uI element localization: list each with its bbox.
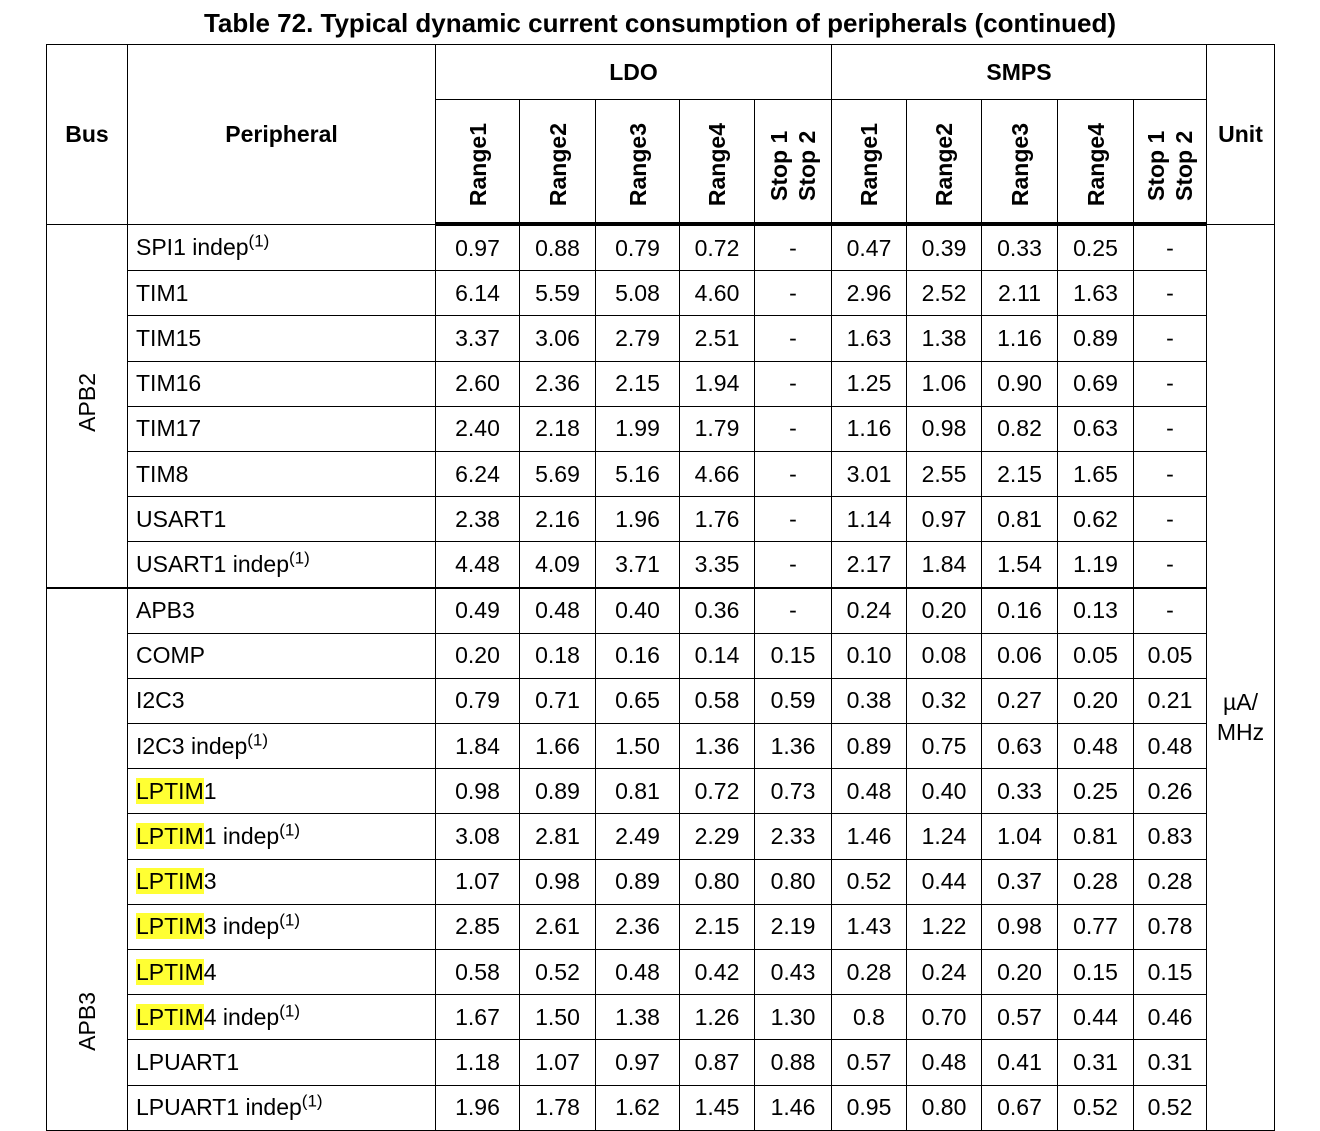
- value-cell: 1.30: [755, 995, 832, 1040]
- value-cell: 1.06: [907, 361, 982, 406]
- value-cell: 0.36: [680, 588, 755, 634]
- value-cell: 2.85: [436, 904, 520, 949]
- table-row: [47, 361, 1275, 406]
- value-cell: 0.15: [1058, 950, 1134, 995]
- value-cell: 3.01: [832, 451, 907, 496]
- value-cell: 1.14: [832, 497, 907, 542]
- peripheral-cell: USART1 indep$^{(1)}$: [128, 542, 436, 588]
- value-cell: 1.96: [436, 1085, 520, 1130]
- value-cell: 5.59: [520, 271, 596, 316]
- value-cell: 1.07: [436, 859, 520, 904]
- peripheral-cell: USART1: [128, 497, 436, 542]
- table-row: [47, 588, 1275, 634]
- table-row: [47, 316, 1275, 361]
- value-cell: 0.16: [596, 633, 680, 678]
- value-cell: 0.16: [982, 588, 1058, 634]
- value-cell: 0.10: [832, 633, 907, 678]
- ldo-range3-header: Range3: [596, 100, 680, 225]
- value-cell: 0.57: [982, 995, 1058, 1040]
- value-cell: -: [755, 542, 832, 588]
- value-cell: 1.38: [596, 995, 680, 1040]
- value-cell: 2.38: [436, 497, 520, 542]
- table-row: [47, 224, 1275, 271]
- value-cell: 1.96: [596, 497, 680, 542]
- value-cell: 0.90: [982, 361, 1058, 406]
- value-cell: 0.89: [1058, 316, 1134, 361]
- table-row: [47, 769, 1275, 814]
- value-cell: 0.63: [1058, 406, 1134, 451]
- table-row: [47, 724, 1275, 769]
- value-cell: 0.52: [1134, 1085, 1207, 1130]
- value-cell: 1.04: [982, 814, 1058, 859]
- smps-range1-header: Range1: [832, 100, 907, 225]
- value-cell: 0.81: [596, 769, 680, 814]
- value-cell: 1.16: [982, 316, 1058, 361]
- value-cell: 1.76: [680, 497, 755, 542]
- bus-header: Bus: [47, 45, 128, 225]
- peripheral-cell: I2C3: [128, 678, 436, 723]
- highlighted-text: LPTIM: [136, 868, 204, 895]
- highlighted-text: LPTIM: [136, 777, 204, 804]
- value-cell: 0.80: [755, 859, 832, 904]
- value-cell: 0.28: [832, 950, 907, 995]
- value-cell: 2.40: [436, 406, 520, 451]
- footnote-marker: (1): [279, 820, 300, 840]
- value-cell: 0.97: [596, 1040, 680, 1085]
- value-cell: 0.8: [832, 995, 907, 1040]
- value-cell: 0.75: [907, 724, 982, 769]
- table-row: [47, 678, 1275, 723]
- ldo-range2-header: Range2: [520, 100, 596, 225]
- value-cell: 0.24: [832, 588, 907, 634]
- value-cell: 0.82: [982, 406, 1058, 451]
- value-cell: 0.95: [832, 1085, 907, 1130]
- value-cell: 1.19: [1058, 542, 1134, 588]
- footnote-marker: (1): [248, 231, 270, 251]
- value-cell: 0.98: [907, 406, 982, 451]
- table-row: [47, 633, 1275, 678]
- value-cell: 0.72: [680, 224, 755, 271]
- value-cell: 3.08: [436, 814, 520, 859]
- table-row: [47, 406, 1275, 451]
- value-cell: 1.46: [832, 814, 907, 859]
- value-cell: 2.36: [520, 361, 596, 406]
- smps-range3-header: Range3: [982, 100, 1058, 225]
- value-cell: 0.46: [1134, 995, 1207, 1040]
- value-cell: 2.29: [680, 814, 755, 859]
- value-cell: 0.49: [436, 588, 520, 634]
- value-cell: 1.63: [1058, 271, 1134, 316]
- value-cell: 0.40: [596, 588, 680, 634]
- value-cell: 5.08: [596, 271, 680, 316]
- peripheral-cell: SPI1 indep$^{(1)}$: [128, 224, 436, 271]
- value-cell: 0.38: [832, 678, 907, 723]
- value-cell: 1.66: [520, 724, 596, 769]
- value-cell: -: [1134, 497, 1207, 542]
- value-cell: 0.52: [832, 859, 907, 904]
- value-cell: 0.89: [520, 769, 596, 814]
- value-cell: 0.31: [1058, 1040, 1134, 1085]
- highlighted-text: LPTIM: [136, 958, 204, 985]
- value-cell: -: [1134, 542, 1207, 588]
- value-cell: 1.62: [596, 1085, 680, 1130]
- peripheral-cell: TIM1: [128, 271, 436, 316]
- value-cell: 1.84: [436, 724, 520, 769]
- value-cell: 0.06: [982, 633, 1058, 678]
- bus-label: APB2: [73, 373, 100, 432]
- value-cell: 0.13: [1058, 588, 1134, 634]
- peripheral-cell: LPTIM1 indep$^{(1)}$: [128, 814, 436, 859]
- value-cell: 2.49: [596, 814, 680, 859]
- value-cell: 0.48: [1058, 724, 1134, 769]
- value-cell: 0.31: [1134, 1040, 1207, 1085]
- footnote-marker: (1): [279, 1001, 300, 1021]
- value-cell: -: [755, 224, 832, 271]
- value-cell: 2.51: [680, 316, 755, 361]
- highlighted-text: LPTIM: [136, 913, 204, 940]
- value-cell: 0.43: [755, 950, 832, 995]
- value-cell: 2.15: [596, 361, 680, 406]
- table-row: [47, 904, 1275, 949]
- value-cell: 5.16: [596, 451, 680, 496]
- peripheral-cell: APB3: [128, 588, 436, 634]
- value-cell: 1.26: [680, 995, 755, 1040]
- value-cell: 0.58: [436, 950, 520, 995]
- peripheral-cell: TIM16: [128, 361, 436, 406]
- value-cell: 0.20: [907, 588, 982, 634]
- value-cell: 0.32: [907, 678, 982, 723]
- smps-header: SMPS: [832, 45, 1207, 100]
- ldo-header: LDO: [436, 45, 832, 100]
- value-cell: 0.15: [1134, 950, 1207, 995]
- peripheral-cell: LPTIM1: [128, 769, 436, 814]
- smps-range4-header: Range4: [1058, 100, 1134, 225]
- value-cell: 0.88: [755, 1040, 832, 1085]
- value-cell: 0.80: [680, 859, 755, 904]
- value-cell: 1.99: [596, 406, 680, 451]
- value-cell: 3.71: [596, 542, 680, 588]
- value-cell: 3.06: [520, 316, 596, 361]
- value-cell: -: [1134, 588, 1207, 634]
- value-cell: -: [755, 316, 832, 361]
- value-cell: -: [755, 406, 832, 451]
- value-cell: 0.48: [832, 769, 907, 814]
- value-cell: 1.94: [680, 361, 755, 406]
- value-cell: 5.69: [520, 451, 596, 496]
- value-cell: 1.46: [755, 1085, 832, 1130]
- peripheral-cell: LPTIM4 indep$^{(1)}$: [128, 995, 436, 1040]
- table-row: [47, 814, 1275, 859]
- value-cell: 1.50: [520, 995, 596, 1040]
- value-cell: -: [1134, 316, 1207, 361]
- value-cell: 0.44: [1058, 995, 1134, 1040]
- value-cell: 1.18: [436, 1040, 520, 1085]
- value-cell: 0.77: [1058, 904, 1134, 949]
- smps-stop-header: Stop 1 Stop 2: [1134, 100, 1207, 225]
- value-cell: 0.65: [596, 678, 680, 723]
- value-cell: 0.89: [596, 859, 680, 904]
- value-cell: 0.48: [596, 950, 680, 995]
- value-cell: 4.48: [436, 542, 520, 588]
- value-cell: 1.07: [520, 1040, 596, 1085]
- value-cell: 0.08: [907, 633, 982, 678]
- value-cell: -: [755, 497, 832, 542]
- value-cell: 1.79: [680, 406, 755, 451]
- value-cell: 0.97: [436, 224, 520, 271]
- value-cell: 1.43: [832, 904, 907, 949]
- table-row: [47, 995, 1275, 1040]
- value-cell: 1.63: [832, 316, 907, 361]
- value-cell: 0.87: [680, 1040, 755, 1085]
- value-cell: 1.78: [520, 1085, 596, 1130]
- value-cell: 0.25: [1058, 769, 1134, 814]
- value-cell: 0.79: [596, 224, 680, 271]
- bus-label: APB3: [73, 991, 100, 1051]
- value-cell: 0.15: [755, 633, 832, 678]
- value-cell: 0.24: [907, 950, 982, 995]
- value-cell: 2.79: [596, 316, 680, 361]
- smps-range2-header: Range2: [907, 100, 982, 225]
- value-cell: 0.48: [520, 588, 596, 634]
- highlighted-text: LPTIM: [136, 823, 204, 850]
- table-row: [47, 497, 1275, 542]
- unit-header: Unit: [1207, 45, 1275, 225]
- value-cell: 1.22: [907, 904, 982, 949]
- value-cell: 2.61: [520, 904, 596, 949]
- value-cell: 2.17: [832, 542, 907, 588]
- value-cell: 0.62: [1058, 497, 1134, 542]
- value-cell: -: [755, 271, 832, 316]
- value-cell: 2.81: [520, 814, 596, 859]
- value-cell: 1.24: [907, 814, 982, 859]
- table-row: [47, 271, 1275, 316]
- value-cell: 0.21: [1134, 678, 1207, 723]
- value-cell: 0.98: [982, 904, 1058, 949]
- value-cell: 2.16: [520, 497, 596, 542]
- value-cell: -: [1134, 451, 1207, 496]
- value-cell: 0.41: [982, 1040, 1058, 1085]
- value-cell: 0.20: [1058, 678, 1134, 723]
- bus-cell-apb2: [47, 224, 128, 588]
- table-header: [47, 45, 1275, 225]
- value-cell: 0.89: [832, 724, 907, 769]
- value-cell: 2.52: [907, 271, 982, 316]
- value-cell: 2.11: [982, 271, 1058, 316]
- value-cell: 4.60: [680, 271, 755, 316]
- value-cell: 0.28: [1134, 859, 1207, 904]
- footnote-marker: (1): [289, 548, 310, 568]
- table-row: [47, 542, 1275, 588]
- value-cell: 2.19: [755, 904, 832, 949]
- value-cell: 0.05: [1134, 633, 1207, 678]
- table-row: [47, 1040, 1275, 1085]
- peripheral-cell: TIM8: [128, 451, 436, 496]
- value-cell: -: [1134, 406, 1207, 451]
- value-cell: 0.39: [907, 224, 982, 271]
- value-cell: 0.37: [982, 859, 1058, 904]
- value-cell: 0.88: [520, 224, 596, 271]
- value-cell: 0.98: [436, 769, 520, 814]
- value-cell: 0.52: [520, 950, 596, 995]
- peripheral-cell: LPUART1: [128, 1040, 436, 1085]
- value-cell: 1.16: [832, 406, 907, 451]
- value-cell: 0.20: [982, 950, 1058, 995]
- value-cell: 0.42: [680, 950, 755, 995]
- value-cell: 0.52: [1058, 1085, 1134, 1130]
- value-cell: 0.40: [907, 769, 982, 814]
- value-cell: 0.73: [755, 769, 832, 814]
- footnote-marker: (1): [279, 910, 300, 930]
- value-cell: 2.18: [520, 406, 596, 451]
- table-row: [47, 1085, 1275, 1130]
- unit-cell: µA/ MHz: [1207, 224, 1275, 1130]
- peripheral-cell: LPTIM4: [128, 950, 436, 995]
- table-caption: Table 72. Typical dynamic current consumption of peripherals (continued): [203, 8, 1117, 38]
- value-cell: 1.36: [755, 724, 832, 769]
- value-cell: 0.69: [1058, 361, 1134, 406]
- value-cell: 2.33: [755, 814, 832, 859]
- value-cell: 0.14: [680, 633, 755, 678]
- value-cell: 0.97: [907, 497, 982, 542]
- value-cell: -: [1134, 271, 1207, 316]
- value-cell: 0.80: [907, 1085, 982, 1130]
- footnote-marker: (1): [301, 1091, 323, 1111]
- value-cell: 0.48: [1134, 724, 1207, 769]
- value-cell: 1.36: [680, 724, 755, 769]
- value-cell: 1.84: [907, 542, 982, 588]
- table-body: [47, 224, 1275, 1130]
- value-cell: 0.33: [982, 224, 1058, 271]
- table-row: [47, 451, 1275, 496]
- value-cell: -: [1134, 224, 1207, 271]
- value-cell: 2.60: [436, 361, 520, 406]
- value-cell: 0.48: [907, 1040, 982, 1085]
- bus-cell-apb3: [47, 588, 128, 1131]
- value-cell: 0.47: [832, 224, 907, 271]
- value-cell: 0.81: [982, 497, 1058, 542]
- highlighted-text: LPTIM: [136, 1003, 204, 1030]
- value-cell: 3.35: [680, 542, 755, 588]
- value-cell: 0.26: [1134, 769, 1207, 814]
- peripheral-cell: TIM15: [128, 316, 436, 361]
- peripheral-cell: TIM17: [128, 406, 436, 451]
- value-cell: 0.18: [520, 633, 596, 678]
- value-cell: 0.57: [832, 1040, 907, 1085]
- value-cell: 4.09: [520, 542, 596, 588]
- value-cell: 0.79: [436, 678, 520, 723]
- value-cell: -: [755, 588, 832, 634]
- value-cell: 0.67: [982, 1085, 1058, 1130]
- value-cell: 0.28: [1058, 859, 1134, 904]
- peripheral-cell: COMP: [128, 633, 436, 678]
- current-consumption-table: [46, 44, 1275, 1131]
- footnote-marker: (1): [247, 730, 269, 749]
- value-cell: 2.36: [596, 904, 680, 949]
- value-cell: 1.50: [596, 724, 680, 769]
- ldo-range4-header: Range4: [680, 100, 755, 225]
- peripheral-cell: LPTIM3: [128, 859, 436, 904]
- value-cell: 2.96: [832, 271, 907, 316]
- value-cell: 0.27: [982, 678, 1058, 723]
- value-cell: 3.37: [436, 316, 520, 361]
- value-cell: -: [755, 361, 832, 406]
- value-cell: 4.66: [680, 451, 755, 496]
- value-cell: 0.98: [520, 859, 596, 904]
- value-cell: 2.15: [680, 904, 755, 949]
- peripheral-header: Peripheral: [128, 45, 436, 225]
- value-cell: 1.67: [436, 995, 520, 1040]
- value-cell: 0.83: [1134, 814, 1207, 859]
- value-cell: 1.54: [982, 542, 1058, 588]
- value-cell: 0.33: [982, 769, 1058, 814]
- value-cell: 0.81: [1058, 814, 1134, 859]
- value-cell: 1.25: [832, 361, 907, 406]
- ldo-range1-header: Range1: [436, 100, 520, 225]
- value-cell: 0.05: [1058, 633, 1134, 678]
- value-cell: 6.14: [436, 271, 520, 316]
- ldo-stop-header: Stop 1 Stop 2: [755, 100, 832, 225]
- value-cell: 0.25: [1058, 224, 1134, 271]
- value-cell: 1.45: [680, 1085, 755, 1130]
- value-cell: -: [1134, 361, 1207, 406]
- table-row: [47, 859, 1275, 904]
- value-cell: 0.72: [680, 769, 755, 814]
- peripheral-cell: LPTIM3 indep$^{(1)}$: [128, 904, 436, 949]
- value-cell: 0.63: [982, 724, 1058, 769]
- value-cell: 2.55: [907, 451, 982, 496]
- value-cell: 2.15: [982, 451, 1058, 496]
- value-cell: 0.78: [1134, 904, 1207, 949]
- value-cell: 1.65: [1058, 451, 1134, 496]
- value-cell: 0.71: [520, 678, 596, 723]
- value-cell: 1.38: [907, 316, 982, 361]
- value-cell: 0.44: [907, 859, 982, 904]
- value-cell: 0.59: [755, 678, 832, 723]
- value-cell: 6.24: [436, 451, 520, 496]
- value-cell: 0.20: [436, 633, 520, 678]
- value-cell: 0.70: [907, 995, 982, 1040]
- table-row: [47, 950, 1275, 995]
- peripheral-cell: LPUART1 indep$^{(1)}$: [128, 1085, 436, 1130]
- value-cell: 0.58: [680, 678, 755, 723]
- peripheral-cell: I2C3 indep$^{(1)}$: [128, 724, 436, 769]
- value-cell: -: [755, 451, 832, 496]
